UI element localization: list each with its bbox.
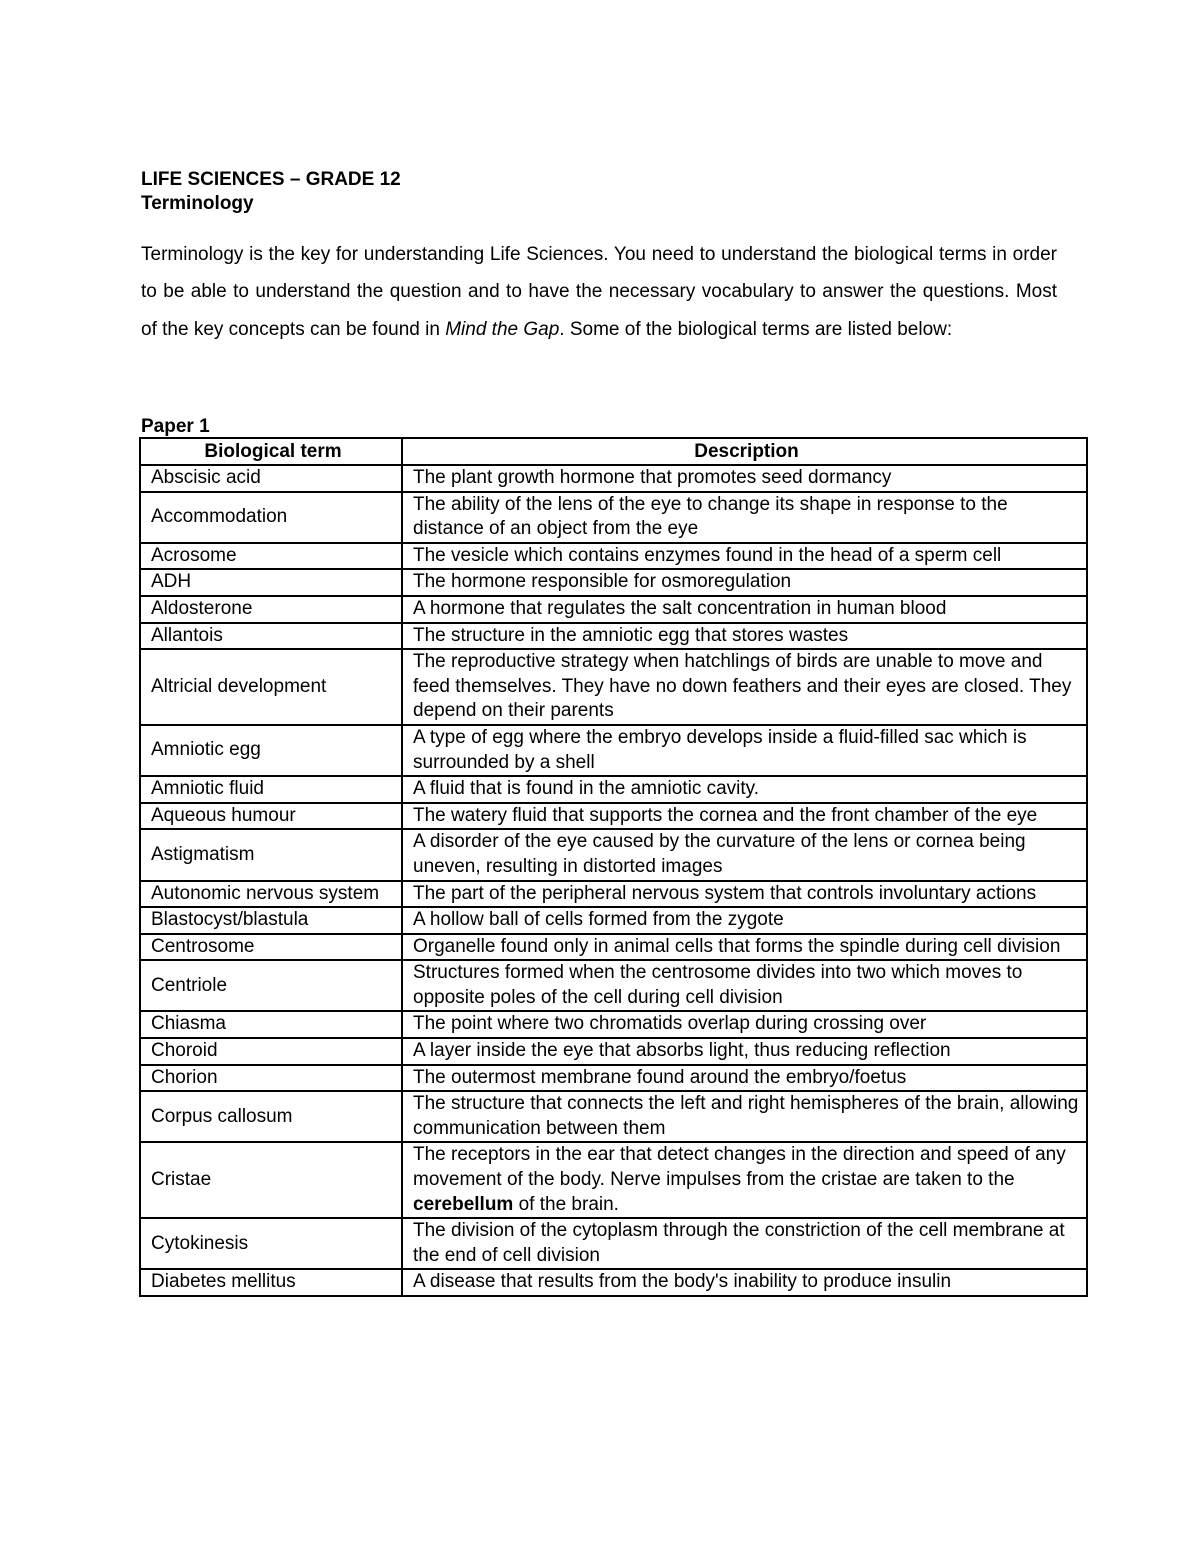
- description-cell: The part of the peripheral nervous system that controls involuntary actions: [402, 881, 1087, 908]
- table-row: [140, 1218, 1087, 1269]
- description-cell: The structure that connects the left and right hemispheres of the brain, allowing communication between them: [402, 1091, 1087, 1142]
- term-cell: Accommodation: [140, 492, 402, 543]
- description-cell: The plant growth hormone that promotes seed dormancy: [402, 465, 1087, 492]
- term-cell: Amniotic egg: [140, 725, 402, 776]
- table-row: [140, 960, 1087, 1011]
- description-cell: The ability of the lens of the eye to change its shape in response to the distance of an object from the eye: [402, 492, 1087, 543]
- term-cell: Acrosome: [140, 543, 402, 570]
- description-cell: A disorder of the eye caused by the curvature of the lens or cornea being uneven, resulting in distorted images: [402, 829, 1087, 880]
- term-cell: Chiasma: [140, 1011, 402, 1038]
- description-cell: The division of the cytoplasm through the constriction of the cell membrane at the end of cell division: [402, 1218, 1087, 1269]
- term-cell: Choroid: [140, 1038, 402, 1065]
- description-cell: A type of egg where the embryo develops inside a fluid-filled sac which is surrounded by a shell: [402, 725, 1087, 776]
- table-row: [140, 829, 1087, 880]
- document-title: LIFE SCIENCES – GRADE 12: [141, 169, 401, 190]
- header-description: Description: [402, 438, 1087, 465]
- table-body: [140, 465, 1087, 1296]
- intro-paragraph: [141, 236, 1057, 348]
- description-cell: A layer inside the eye that absorbs light, thus reducing reflection: [402, 1038, 1087, 1065]
- term-cell: Diabetes mellitus: [140, 1269, 402, 1296]
- term-cell: Aldosterone: [140, 596, 402, 623]
- description-cell: The watery fluid that supports the cornea and the front chamber of the eye: [402, 803, 1087, 830]
- term-cell: Altricial development: [140, 649, 402, 725]
- term-cell: Centriole: [140, 960, 402, 1011]
- document-subtitle: Terminology: [141, 193, 254, 214]
- table-row: [140, 596, 1087, 623]
- term-cell: Aqueous humour: [140, 803, 402, 830]
- description-text: The receptors in the ear that detect changes in the direction and speed of any movement of the body. Nerve impulses from the cristae are taken to the: [413, 1144, 1066, 1191]
- table-row: [140, 803, 1087, 830]
- table-row: [140, 776, 1087, 803]
- description-cell: A fluid that is found in the amniotic cavity.: [402, 776, 1087, 803]
- description-cell: The hormone responsible for osmoregulation: [402, 569, 1087, 596]
- description-text: of the brain.: [513, 1193, 619, 1215]
- intro-text-part1: Terminology is the key for understanding Life Sciences. You need to understand the biological terms in order to be able to understand the question and to have the necessary vocabulary to answer the questions. Most of the key concepts can be found in: [141, 244, 1057, 340]
- description-cell: The reproductive strategy when hatchlings of birds are unable to move and feed themselves. They have no down feathers and their eyes are closed. They depend on their parents: [402, 649, 1087, 725]
- intro-text-part2: . Some of the biological terms are listed below:: [559, 318, 953, 340]
- term-cell: Centrosome: [140, 934, 402, 961]
- description-cell: [402, 1142, 1087, 1218]
- section-title: Paper 1: [141, 416, 210, 437]
- table-row: [140, 1038, 1087, 1065]
- table-row: [140, 1269, 1087, 1296]
- description-cell: The vesicle which contains enzymes found in the head of a sperm cell: [402, 543, 1087, 570]
- header-biological-term: Biological term: [140, 438, 402, 465]
- description-cell: The point where two chromatids overlap during crossing over: [402, 1011, 1087, 1038]
- table-row: [140, 492, 1087, 543]
- term-cell: Abscisic acid: [140, 465, 402, 492]
- table-row: [140, 881, 1087, 908]
- term-cell: ADH: [140, 569, 402, 596]
- term-cell: Cristae: [140, 1142, 402, 1218]
- table-row: [140, 725, 1087, 776]
- table-row: [140, 649, 1087, 725]
- term-cell: Astigmatism: [140, 829, 402, 880]
- description-cell: Organelle found only in animal cells that forms the spindle during cell division: [402, 934, 1087, 961]
- table-row: [140, 1011, 1087, 1038]
- description-cell: A disease that results from the body's inability to produce insulin: [402, 1269, 1087, 1296]
- description-cell: The structure in the amniotic egg that stores wastes: [402, 623, 1087, 650]
- table-row: [140, 1065, 1087, 1092]
- table-row: [140, 907, 1087, 934]
- table-header-row: [140, 438, 1087, 465]
- description-cell: The outermost membrane found around the embryo/foetus: [402, 1065, 1087, 1092]
- term-cell: Chorion: [140, 1065, 402, 1092]
- description-cell: Structures formed when the centrosome divides into two which moves to opposite poles of the cell during cell division: [402, 960, 1087, 1011]
- table-row: [140, 934, 1087, 961]
- intro-italic-title: Mind the Gap: [445, 318, 560, 340]
- table-row: [140, 569, 1087, 596]
- term-cell: Cytokinesis: [140, 1218, 402, 1269]
- term-cell: Autonomic nervous system: [140, 881, 402, 908]
- term-cell: Blastocyst/blastula: [140, 907, 402, 934]
- description-cell: A hormone that regulates the salt concentration in human blood: [402, 596, 1087, 623]
- table-row: [140, 1091, 1087, 1142]
- table-row: [140, 1142, 1087, 1218]
- terminology-table: [139, 437, 1088, 1297]
- table-row: [140, 543, 1087, 570]
- description-bold-term: cerebellum: [413, 1193, 514, 1215]
- table-row: [140, 465, 1087, 492]
- description-cell: A hollow ball of cells formed from the zygote: [402, 907, 1087, 934]
- table-row: [140, 623, 1087, 650]
- term-cell: Allantois: [140, 623, 402, 650]
- term-cell: Corpus callosum: [140, 1091, 402, 1142]
- term-cell: Amniotic fluid: [140, 776, 402, 803]
